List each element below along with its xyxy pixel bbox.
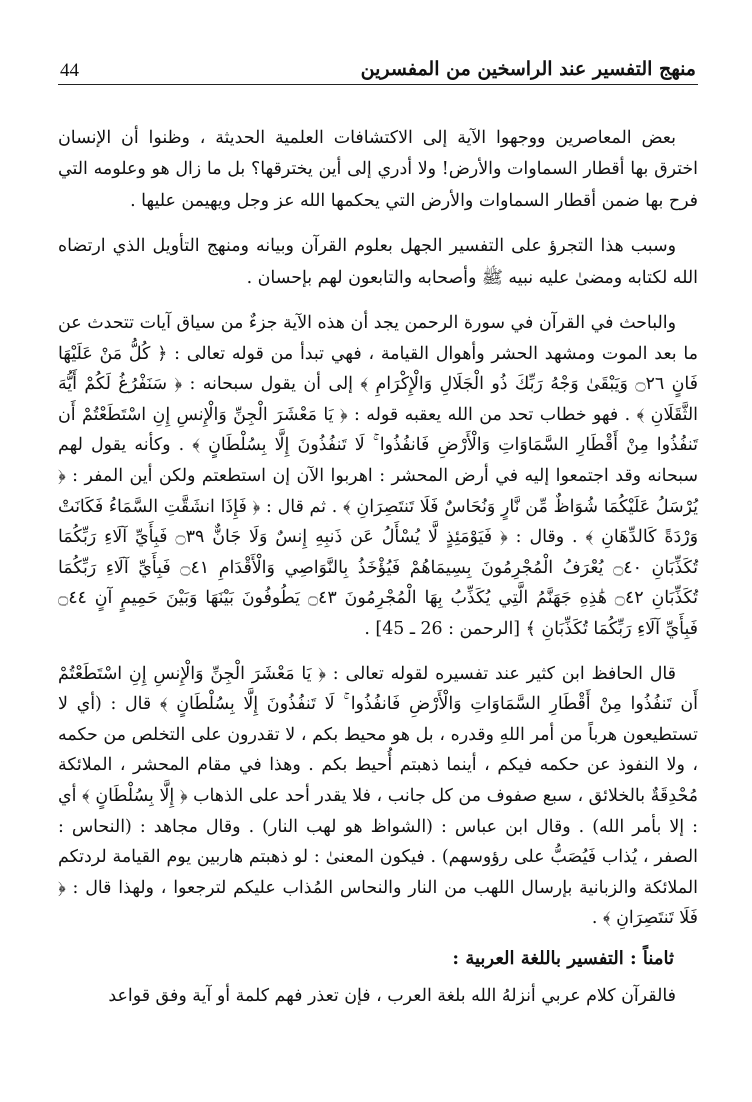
paragraph-2: وسبب هذا التجرؤ على التفسير الجهل بعلوم القرآن وبيانه ومنهج التأويل الذي ارتضاه الله لكتابه ومضىٰ عليه نبيه ﷺ وأصحابه والتابعون لهم بإحسان . (58, 236, 698, 288)
page-number: 44 (60, 60, 79, 81)
paragraph-1: بعض المعاصرين ووجهوا الآية إلى الاكتشافات العلمية الحديثة ، وظنوا أن الإنسان اخترق بها أقطار السماوات والأرض! ولا أدري إلى أين يخترقها؟ بل ما زال هو وعلومه التي فرح بها ضمن أقطار السماوات والأرض التي يحكمها الله عز وجل ويهيمن عليها . (58, 128, 698, 211)
paragraph-4: قال الحافظ ابن كثير عند تفسيره لقوله تعالى : ﴿ يَا مَعْشَرَ الْجِنِّ وَالْإِنسِ إِنِ اسْتَطَعْتُمْ أَن تَنفُذُوا مِنْ أَقْطَارِ السَّمَاوَاتِ وَالْأَرْضِ فَانفُذُوا ۚ لَا تَنفُذُونَ إِلَّا بِسُلْطَانٍ ﴾ قال : (أي لا تستطيعون هرباً من أمر اللهِ وقدره ، بل هو محيط بكم ، لا تقدرون على التخلص من حكمه ، ولا النفوذ عن حكمه فيكم ، أينما ذهبتم أُحيط بكم . وهذا في مقام المحشر ، الملائكة مُحْدِقَةٌ بالخلائق ، سبع صفوف من كل جانب ، فلا يقدر أحد على الذهاب ﴿ إِلَّا بِسُلْطَانٍ ﴾ أي : إلا بأمر الله) . وقال ابن عباس : (الشواظ هو لهب النار) . وقال مجاهد : (النحاس : الصفر ، يُذاب فَيُصَبُّ على رؤوسهم) . فيكون المعنىٰ : لو ذهبتم هاربين يوم القيامة لردتكم الملائكة والزبانية بإرسال اللهب من النار والنحاس المُذاب عليكم لترجعوا ، ولهذا قال : ﴿ فَلَا تَنتَصِرَانِ ﴾ . (58, 663, 698, 929)
running-title: منهج التفسير عند الراسخين من المفسرين (360, 58, 696, 80)
section-paragraph: فالقرآن كلام عربي أنزلهُ الله بلغة العرب ، فإن تعذر فهم كلمة أو آية وفق قواعد (108, 985, 676, 1006)
paragraph-3: والباحث في القرآن في سورة الرحمن يجد أن هذه الآية جزءٌ من سياق آيات تتحدث عن ما بعد الموت ومشهد الحشر وأهوال القيامة ، فهي تبدأ من قوله تعالى : ﴿ كُلُّ مَنْ عَلَيْهَا فَانٍ ۝٢٦ وَيَبْقَىٰ وَجْهُ رَبِّكَ ذُو الْجَلَالِ وَالْإِكْرَامِ ﴾ إلى أن يقول سبحانه : ﴿ سَنَفْرُغُ لَكُمْ أَيُّهَ الثَّقَلَانِ ﴾ . فهو خطاب تحد من الله يعقبه قوله : ﴿ يَا مَعْشَرَ الْجِنِّ وَالْإِنسِ إِنِ اسْتَطَعْتُمْ أَن تَنفُذُوا مِنْ أَقْطَارِ السَّمَاوَاتِ وَالْأَرْضِ فَانفُذُوا ۚ لَا تَنفُذُونَ إِلَّا بِسُلْطَانٍ ﴾ . وكأنه يقول لهم سبحانه وقد اجتمعوا إليه في أرض المحشر : اهربوا الآن إن استطعتم ولكن أين المفر : ﴿ يُرْسَلُ عَلَيْكُمَا شُوَاظٌ مِّن نَّارٍ وَنُحَاسٌ فَلَا تَنتَصِرَانِ ﴾ . ثم قال : ﴿ فَإِذَا انشَقَّتِ السَّمَاءُ فَكَانَتْ وَرْدَةً كَالدِّهَانِ ﴾ . وقال : ﴿ فَيَوْمَئِذٍ لَّا يُسْأَلُ عَن ذَنبِهِ إِنسٌ وَلَا جَانٌّ ۝٣٩ فَبِأَيِّ آلَاءِ رَبِّكُمَا تُكَذِّبَانِ ۝٤٠ يُعْرَفُ الْمُجْرِمُونَ بِسِيمَاهُمْ فَيُؤْخَذُ بِالنَّوَاصِي وَالْأَقْدَامِ ۝٤١ فَبِأَيِّ آلَاءِ رَبِّكُمَا تُكَذِّبَانِ ۝٤٢ هَٰذِهِ جَهَنَّمُ الَّتِي يُكَذِّبُ بِهَا الْمُجْرِمُونَ ۝٤٣ يَطُوفُونَ بَيْنَهَا وَبَيْنَ حَمِيمٍ آنٍ ۝٤٤ فَبِأَيِّ آلَاءِ رَبِّكُمَا تُكَذِّبَانِ ﴾ [الرحمن : 26 ـ 45] . (58, 313, 699, 639)
page-body (58, 123, 698, 1012)
section-heading: ثامناً : التفسير باللغة العربية : (452, 947, 674, 969)
page-header (58, 44, 698, 85)
book-page (58, 44, 698, 1026)
